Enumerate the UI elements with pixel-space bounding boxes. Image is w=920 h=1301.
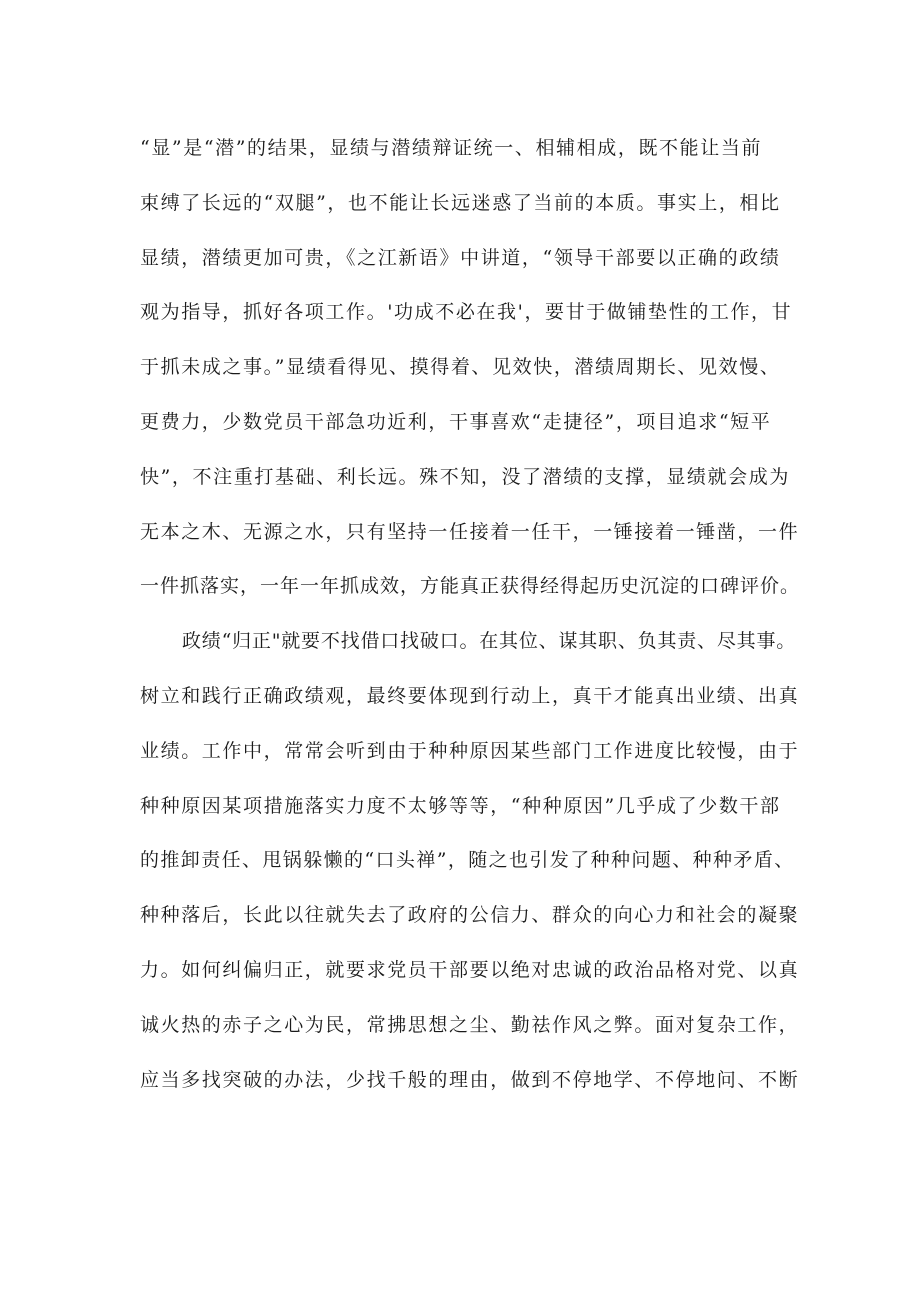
text-line: “显”是“潜”的结果，显绩与潜绩辩证统一、相辅相成，既不能让当前 xyxy=(140,137,763,159)
text-line: 更费力，少数党员干部急功近利，干事喜欢“走捷径”，项目追求“短平 xyxy=(140,410,772,433)
text-line: 观为指导，抓好各项工作。'功成不必在我'，要甘于做铺垫性的工作，甘 xyxy=(140,301,793,324)
text-line: 于抓未成之事。”显绩看得见、摸得着、见效快，潜绩周期长、见效慢、 xyxy=(140,356,781,379)
text-line: 种种落后，长此以往就失去了政府的公信力、群众的向心力和社会的凝聚 xyxy=(140,904,800,927)
text-line: 无本之木、无源之水，只有坚持一任接着一任干，一锤接着一锤凿，一件 xyxy=(140,520,800,543)
text-line: 束缚了长远的“双腿”，也不能让长远迷惑了当前的本质。事实上，相比 xyxy=(140,191,781,214)
text-line: 的推卸责任、甩锅躲懒的“口头禅”，随之也引发了种种问题、种种矛盾、 xyxy=(140,849,795,872)
text-line: 一件抓落实，一年一年抓成效，方能真正获得经得起历史沉淀的口碑评价。 xyxy=(140,575,801,598)
text-line: 快”，不注重打基础、利长远。殊不知，没了潜绩的支撑，显绩就会成为 xyxy=(140,465,790,488)
body-text xyxy=(140,130,800,1116)
text-line: 种种原因某项措施落实力度不太够等等，“种种原因”几乎成了少数干部 xyxy=(140,794,781,817)
text-line: 诚火热的赤子之心为民，常拂思想之尘、勤祛作风之弊。面对复杂工作， xyxy=(140,1013,800,1036)
text-line: 力。如何纠偏归正，就要求党员干部要以绝对忠诚的政治品格对党、以真 xyxy=(140,958,800,981)
text-line: 业绩。工作中，常常会听到由于种种原因某些部门工作进度比较慢，由于 xyxy=(140,739,800,762)
paragraph-start-line: 政绩“归正"就要不找借口找破口。在其位、谋其职、负其责、尽其事。 xyxy=(182,630,797,653)
text-line: 显绩，潜绩更加可贵，《之江新语》中讲道，“领导干部要以正确的政绩 xyxy=(140,246,781,269)
text-line: 树立和践行正确政绩观，最终要体现到行动上，真干才能真出业绩、出真 xyxy=(140,684,800,707)
text-line: 应当多找突破的办法，少找千般的理由，做到不停地学、不停地问、不断 xyxy=(140,1068,800,1091)
